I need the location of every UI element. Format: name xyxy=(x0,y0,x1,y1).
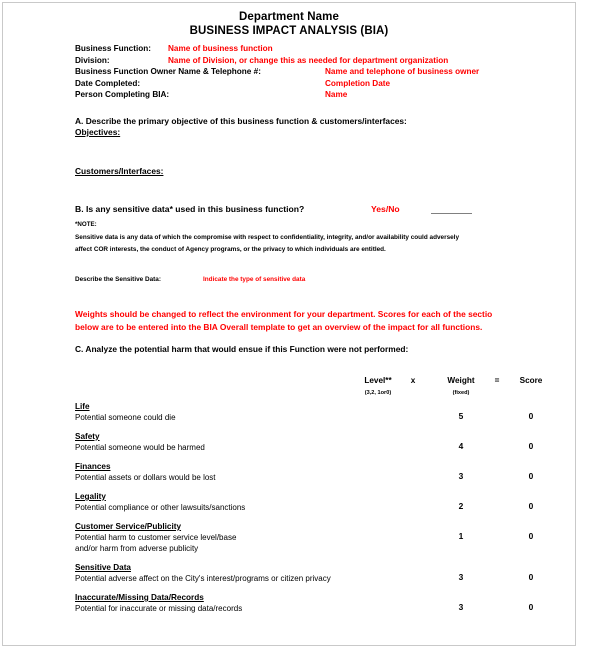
row-description: Potential compliance or other lawsuits/sanctions xyxy=(75,503,246,512)
row-weight: 3 xyxy=(458,572,464,582)
row-score: 0 xyxy=(528,572,534,582)
table-row xyxy=(3,461,575,491)
header-score: Score xyxy=(519,376,543,385)
header-weight-sub: (fixed) xyxy=(452,390,470,396)
meta-value: Name of Division, or change this as needed for department organization xyxy=(168,55,449,65)
row-category: Safety xyxy=(75,432,100,441)
meta-value: Completion Date xyxy=(325,78,391,88)
row-weight: 5 xyxy=(458,411,464,421)
section-b-answer-blank[interactable] xyxy=(431,213,472,214)
row-category: Finances xyxy=(75,462,111,471)
table-row xyxy=(3,431,575,461)
header-multiply: x xyxy=(410,376,416,385)
meta-label: Person Completing BIA: xyxy=(75,90,170,100)
describe-sensitive-data-row xyxy=(75,276,306,283)
header-level: Level** xyxy=(364,376,392,385)
row-score: 0 xyxy=(528,531,534,541)
row-category: Inaccurate/Missing Data/Records xyxy=(75,593,204,602)
meta-label: Division: xyxy=(75,55,110,65)
objectives-label: Objectives: xyxy=(75,127,121,137)
describe-sensitive-data-value: Indicate the type of sensitive data xyxy=(203,276,306,283)
section-c-heading: C. Analyze the potential harm that would ensue if this Function were not performed: xyxy=(75,344,409,354)
note-body: Sensitive data is any data of which the compromise with respect to confidentiality, integrity, and/or availability could adversely affect COR interests, the conduct of Agency programs, or the privacy to which individuals are entitled. xyxy=(75,234,460,253)
meta-row-owner-name-telephone xyxy=(75,66,575,78)
metadata-block xyxy=(75,43,575,101)
document-page xyxy=(2,2,576,646)
meta-row-division xyxy=(75,55,575,67)
row-score: 0 xyxy=(528,501,534,511)
note-label: *NOTE: xyxy=(75,221,97,228)
meta-label: Business Function: xyxy=(75,44,151,53)
row-weight: 3 xyxy=(458,602,464,612)
weights-warning-line-1: Weights should be changed to reflect the environment for your department. Scores for each of the sectio xyxy=(75,309,493,319)
weights-warning-line-2: below are to be entered into the BIA Overall template to get an overview of the impact for all functions. xyxy=(75,321,483,332)
row-weight: 1 xyxy=(458,531,464,541)
row-weight: 4 xyxy=(458,441,464,451)
row-category: Life xyxy=(75,402,90,411)
weights-warning xyxy=(75,308,575,333)
impact-table-header xyxy=(3,376,575,400)
row-category: Customer Service/Publicity xyxy=(75,522,182,531)
row-weight: 3 xyxy=(458,471,464,481)
department-name: Department Name xyxy=(239,11,339,23)
meta-row-business-function xyxy=(75,43,575,55)
row-category: Legality xyxy=(75,492,106,501)
table-row xyxy=(3,521,575,562)
document-title-block xyxy=(3,10,575,38)
section-b-answer-hint: Yes/No xyxy=(371,204,400,214)
row-weight: 2 xyxy=(458,501,464,511)
meta-label: Date Completed: xyxy=(75,78,141,88)
customers-interfaces-label: Customers/Interfaces: xyxy=(75,166,164,176)
header-equals: = xyxy=(494,376,500,385)
row-description: Potential assets or dollars would be lost xyxy=(75,473,216,482)
table-row xyxy=(3,592,575,622)
row-score: 0 xyxy=(528,471,534,481)
meta-value: Name xyxy=(325,90,348,100)
row-description: Potential someone could die xyxy=(75,413,176,422)
section-b-question: B. Is any sensitive data* used in this business function? xyxy=(75,204,305,214)
table-row xyxy=(3,401,575,431)
table-row xyxy=(3,562,575,592)
meta-value: Name and telephone of business owner xyxy=(325,67,480,77)
page-title: BUSINESS IMPACT ANALYSIS (BIA) xyxy=(189,25,389,37)
row-score: 0 xyxy=(528,441,534,451)
meta-value: Name of business function xyxy=(168,44,273,53)
impact-table-rows xyxy=(3,401,575,622)
row-description: Potential someone would be harmed xyxy=(75,443,205,452)
page-clip-area xyxy=(3,3,575,645)
row-score: 0 xyxy=(528,602,534,612)
header-weight: Weight xyxy=(447,376,475,385)
row-category: Sensitive Data xyxy=(75,563,131,572)
row-description-line-2: and/or harm from adverse publicity xyxy=(75,544,199,553)
describe-sensitive-data-label: Describe the Sensitive Data: xyxy=(75,276,161,283)
meta-label: Business Function Owner Name & Telephone #: xyxy=(75,67,261,77)
section-a-heading: A. Describe the primary objective of this business function & customers/interfaces: xyxy=(75,116,407,126)
row-description: Potential for inaccurate or missing data/records xyxy=(75,604,243,613)
meta-row-date-completed xyxy=(75,78,575,90)
header-level-sub: (3,2, 1or0) xyxy=(364,390,392,396)
row-description: Potential adverse affect on the City's interest/programs or citizen privacy xyxy=(75,574,331,583)
row-description: Potential harm to customer service level/base xyxy=(75,533,237,542)
meta-row-person-completing xyxy=(75,89,575,101)
table-row xyxy=(3,491,575,521)
row-score: 0 xyxy=(528,411,534,421)
